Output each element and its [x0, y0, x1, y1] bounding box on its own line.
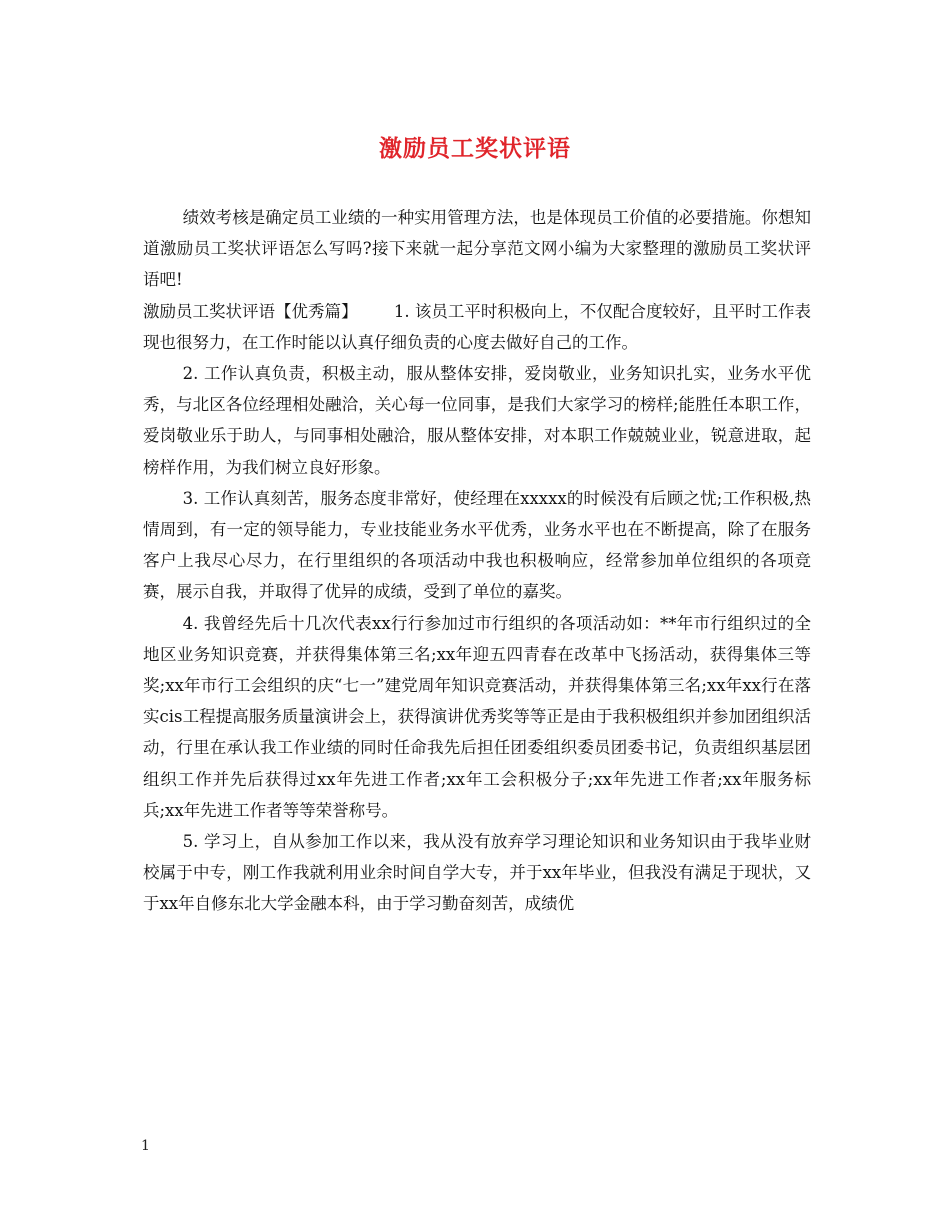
item-1: 1. 该员工平时积极向上，不仅配合度较好，且平时工作表现也很努力，在工作时能以认真仔细负责的心度去做好自己的工作。 — [143, 301, 811, 352]
page-number: 1 — [141, 1138, 150, 1154]
document-body — [143, 202, 811, 920]
item-3: 3. 工作认真刻苦，服务态度非常好，使经理在xxxxx的时候没有后顾之忧;工作积极,热情周到，有一定的领导能力，专业技能业务水平优秀，业务水平也在不断提高，除了在服务客户上我尽心尽力，在行里组织的各项活动中我也积极响应，经常参加单位组织的各项竞赛，展示自我，并取得了优异的成绩，受到了单位的嘉奖。 — [143, 488, 811, 602]
item-5: 5. 学习上，自从参加工作以来，我从没有放弃学习理论知识和业务知识由于我毕业财校属于中专，刚工作我就利用业余时间自学大专，并于xx年毕业，但我没有满足于现状，又于xx年自修东北大学金融本科，由于学习勤奋刻苦，成绩优 — [143, 832, 811, 914]
intro-paragraph: 绩效考核是确定员工业绩的一种实用管理方法，也是体现员工价值的必要措施。你想知道激励员工奖状评语怎么写吗?接下来就一起分享范文网小编为大家整理的激励员工奖状评语吧! — [143, 208, 811, 290]
document-title: 激励员工奖状评语 — [379, 136, 571, 162]
section-paragraph — [143, 296, 811, 358]
item-4: 4. 我曾经先后十几次代表xx行行参加过市行组织的各项活动如：**年市行组织过的全地区业务知识竞赛，并获得集体第三名;xx年迎五四青春在改革中飞扬活动，获得集体三等奖;xx年市行工会组织的庆“七一”建党周年知识竞赛活动，并获得集体第三名;xx年xx行在落实cis工程提高服务质量演讲会上，获得演讲优秀奖等等正是由于我积极组织并参加团组织活动，行里在承认我工作业绩的同时任命我先后担任团委组织委员团委书记，负责组织基层团组织工作并先后获得过xx年先进工作者;xx年工会积极分子;xx年先进工作者;xx年服务标兵;xx年先进工作者等等荣誉称号。 — [143, 613, 811, 820]
item-2: 2. 工作认真负责，积极主动，服从整体安排，爱岗敬业，业务知识扎实，业务水平优秀，与北区各位经理相处融洽，关心每一位同事，是我们大家学习的榜样;能胜任本职工作，爱岗敬业乐于助人，与同事相处融洽，服从整体安排，对本职工作兢兢业业，锐意进取，起榜样作用，为我们树立良好形象。 — [143, 364, 811, 477]
section-heading: 激励员工奖状评语【优秀篇】 — [143, 301, 358, 321]
